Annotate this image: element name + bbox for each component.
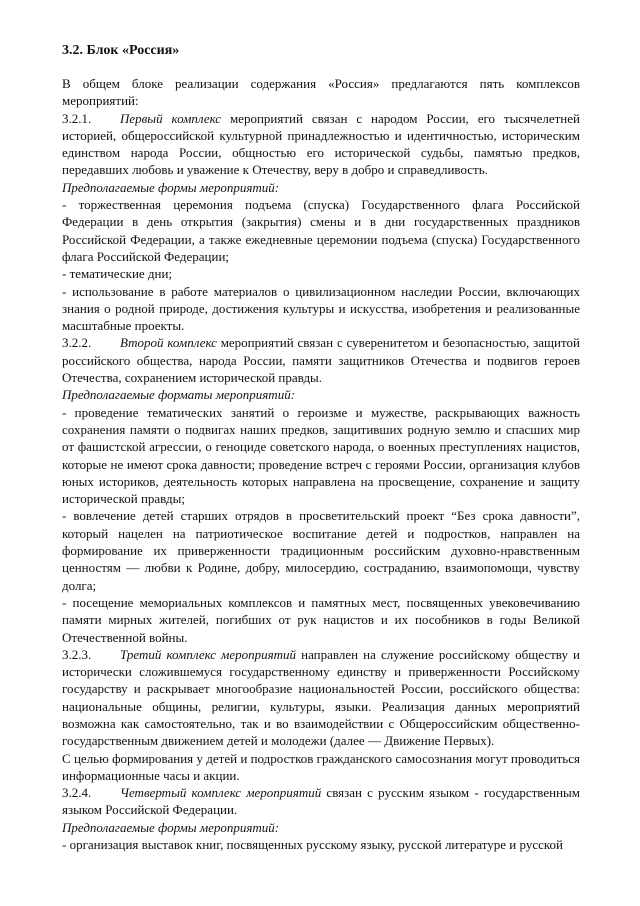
complex-title: Первый комплекс — [120, 110, 222, 126]
section-3-2-1 — [62, 110, 580, 179]
forms-label: Предполагаемые формы мероприятий: — [62, 179, 280, 195]
list-item: - организация выставок книг, посвященных русскому языку, русской литературе и русской — [62, 837, 563, 853]
section-number: 3.2.2. — [62, 335, 92, 351]
complex-title: Четвертый комплекс мероприятий — [120, 785, 322, 801]
complex-text: направлен на служение российскому обществу и исторически сложившемуся государственному единству и приверженности Российскому государству и раскрывает многообразие национальностей России, российского общества: национальные общины, религии, культуры, языки. Реализация данных мероприятий возможна как самостоятельно, так и во взаимодействии с Общероссийским общественно-государственным движением детей и молодежи (далее — Движение Первых). — [62, 646, 581, 749]
intro-paragraph: В общем блоке реализации содержания «Россия» предлагаются пять комплексов мероприятий: — [62, 76, 580, 109]
section-heading: 3.2. Блок «Россия» — [62, 43, 180, 58]
complex-title: Третий комплекс мероприятий — [120, 646, 297, 662]
list-item: - тематические дни; — [62, 266, 173, 282]
section-number: 3.2.3. — [62, 646, 92, 662]
section-3-2-4 — [62, 784, 580, 819]
list-item: - посещение мемориальных комплексов и памятных мест, посвященных увековечиванию памяти мирных жителей, погибших от рук нацистов и их пособников в годы Великой Отечественной войны. — [62, 594, 580, 645]
forms-label: Предполагаемые формы мероприятий: — [62, 819, 280, 835]
list-item: - использование в работе материалов о цивилизационном наследии России, включающих знания о родной природе, достижения культуры и искусства, изобретения и реализованные масштабные проекты. — [62, 283, 580, 334]
list-item: - вовлечение детей старших отрядов в просветительский проект “Без срока давности”, который нацелен на патриотическое воспитание детей и подростков, направлен на формирование их приверженности традиционным российским духовно-нравственным ценностям — любви к Родине, добру, милосердию, состраданию, взаимопомощи, чувству долга; — [62, 508, 580, 593]
complex-title: Второй комплекс — [120, 335, 217, 351]
section-3-2-3 — [62, 646, 580, 750]
list-item: - торжественная церемония подъема (спуска) Государственного флага Российской Федерации в день открытия (закрытия) смены и в дни государственных праздников Российской Федерации, а также ежедневные церемонии подъема (спуска) Государственного флага Российской Федерации; — [62, 197, 580, 264]
forms-label: Предполагаемые форматы мероприятий: — [62, 387, 296, 403]
complex-text: связан с русским языком - государственным языком Российской Федерации. — [62, 785, 581, 818]
section-3-2-2 — [62, 334, 580, 386]
document-body — [62, 75, 580, 853]
complex-text: мероприятий связан с суверенитетом и безопасностью, защитой российского общества, народа России, памяти защитников Отечества и подвигов героев Отечества, сохранением исторической правды. — [62, 335, 580, 386]
complex-text: мероприятий связан с народом России, его тысячелетней историей, общероссийской культурной принадлежностью и идентичностью, историческим единством народа России, общностью его исторической судьбы, памятью предков, передавших любовь и уважение к Отечеству, веру в добро и справедливость. — [62, 110, 580, 178]
section-number: 3.2.4. — [62, 785, 92, 801]
extra-paragraph: С целью формирования у детей и подростков гражданского самосознания могут проводиться информационные часы и акции. — [62, 750, 580, 783]
section-number: 3.2.1. — [62, 110, 92, 126]
list-item: - проведение тематических занятий о героизме и мужестве, раскрывающих важность сохранения памяти о подвигах наших предков, защитивших родную землю и спасших мир от фашистской агрессии, о геноциде советского народа, о военных преступлениях нацистов, которые не имеют срока давности; проведение встреч с героями России, организация клубов юных историков, деятельность которых направлена на просвещение, сохранение и защиту исторической правды; — [62, 404, 580, 507]
